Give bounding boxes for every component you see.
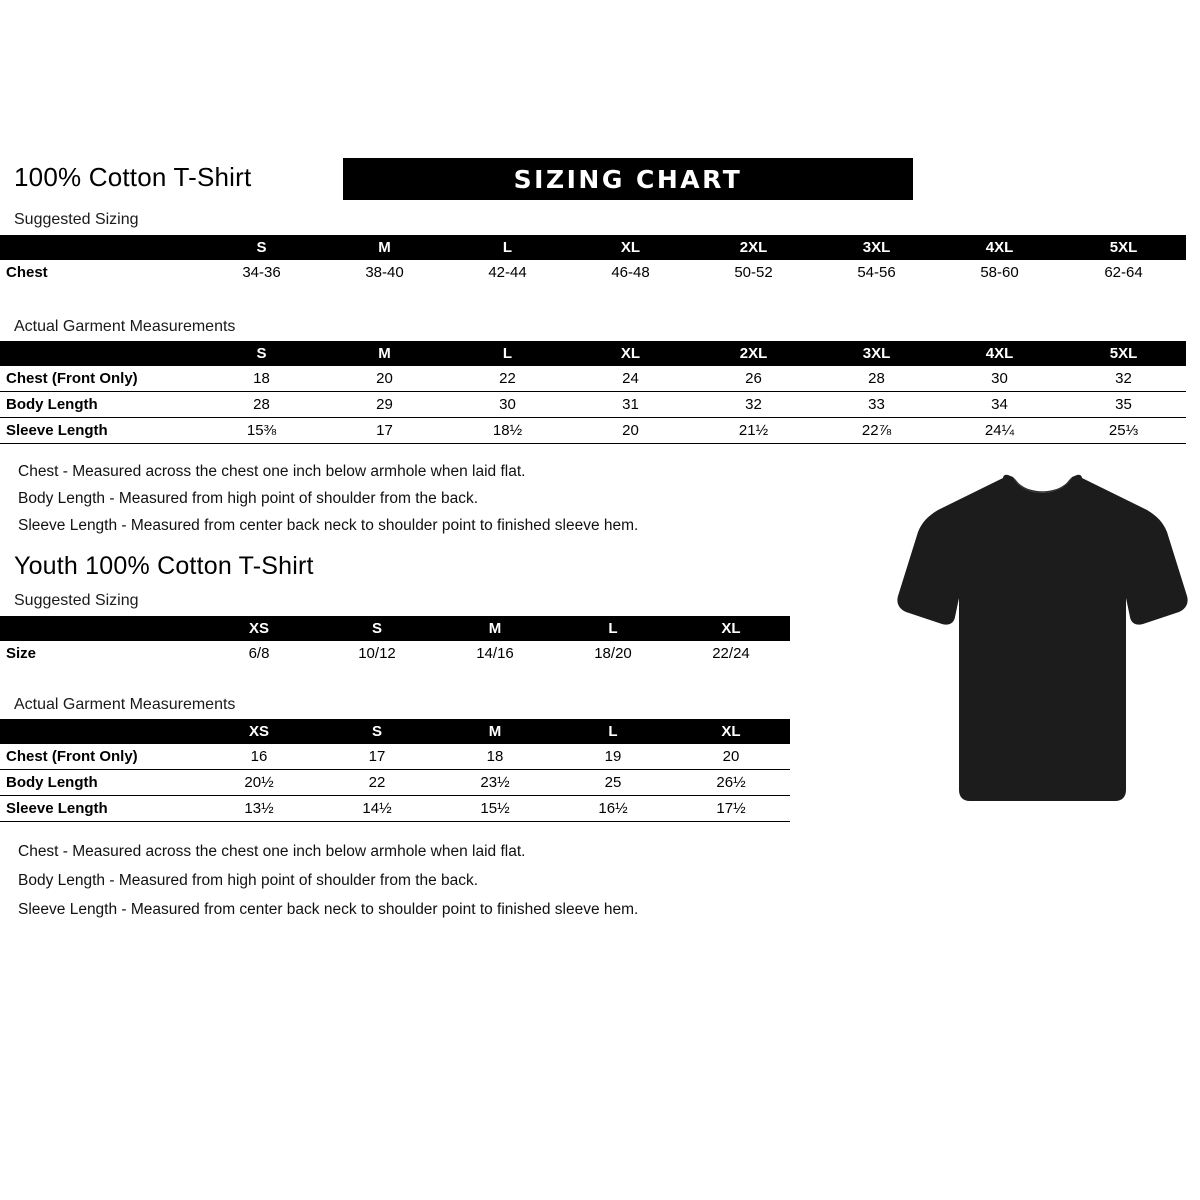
col-header: L — [608, 723, 618, 740]
col-header: XS — [248, 723, 269, 740]
col-header — [0, 235, 200, 260]
cell: 28 — [868, 370, 885, 387]
row-label: Sleeve Length — [6, 800, 108, 817]
cell: 20½ — [244, 774, 274, 791]
cell: 21½ — [738, 422, 769, 439]
col-header: M — [488, 620, 502, 637]
col-header: 4XL — [985, 345, 1014, 362]
cell: 20 — [622, 422, 639, 439]
table-row — [0, 641, 790, 666]
col-header: 5XL — [1109, 345, 1138, 362]
youth-measurements-label: Actual Garment Measurements — [14, 696, 236, 713]
col-header: L — [502, 345, 513, 362]
cell: 18½ — [492, 422, 523, 439]
adult-measurements-label: Actual Garment Measurements — [14, 318, 236, 335]
col-header — [0, 616, 200, 641]
page-title: 100% Cotton T-Shirt — [14, 162, 252, 192]
cell: 46-48 — [611, 264, 650, 281]
row-label: Body Length — [6, 396, 98, 413]
col-header: S — [371, 620, 382, 637]
table-header-row — [0, 719, 790, 744]
youth-note-chest: Chest - Measured across the chest one inch below armhole when laid flat. — [18, 843, 526, 860]
col-header: 2XL — [739, 345, 768, 362]
cell: 29 — [376, 396, 393, 413]
cell: 18 — [486, 748, 504, 765]
youth-section-title: Youth 100% Cotton T-Shirt — [14, 552, 314, 580]
cell: 15½ — [480, 800, 510, 817]
adult-note-sleeve-length: Sleeve Length - Measured from center back neck to shoulder point to finished sleeve hem. — [18, 517, 639, 534]
cell: 22/24 — [712, 645, 750, 662]
cell: 17 — [368, 748, 386, 765]
col-header: 3XL — [862, 239, 891, 256]
col-header: S — [256, 239, 267, 256]
cell: 54-56 — [857, 264, 896, 281]
cell: 30 — [499, 396, 516, 413]
col-header: M — [378, 239, 391, 256]
cell: 30 — [991, 370, 1008, 387]
cell: 50-52 — [734, 264, 773, 281]
col-header: L — [502, 239, 513, 256]
col-header: M — [488, 723, 502, 740]
cell: 22 — [499, 370, 516, 387]
cell: 28 — [253, 396, 270, 413]
table-row — [0, 260, 1186, 285]
cell: 38-40 — [365, 264, 404, 281]
col-header: XL — [620, 345, 641, 362]
adult-note-body-length: Body Length - Measured from high point of shoulder from the back. — [18, 490, 479, 507]
document-header — [14, 158, 1189, 200]
cell: 23½ — [480, 774, 510, 791]
sizing-chart-banner — [343, 158, 913, 200]
tshirt-illustration — [895, 470, 1190, 810]
adult-measurements-table — [0, 341, 1186, 444]
cell: 20 — [722, 748, 740, 765]
table-row — [0, 392, 1186, 418]
cell: 20 — [376, 370, 393, 387]
cell: 22⅞ — [861, 422, 892, 439]
col-header: 3XL — [862, 345, 891, 362]
cell: 16 — [250, 748, 268, 765]
table-header-row — [0, 235, 1186, 260]
table-row — [0, 366, 1186, 392]
table-row — [0, 744, 790, 770]
cell: 32 — [1115, 370, 1132, 387]
cell: 33 — [868, 396, 885, 413]
cell: 14½ — [362, 800, 392, 817]
row-label: Size — [6, 645, 37, 662]
col-header: M — [378, 345, 391, 362]
cell: 22 — [368, 774, 386, 791]
row-label: Body Length — [6, 774, 98, 791]
table-header-row — [0, 341, 1186, 366]
table-row — [0, 770, 790, 796]
col-header: XL — [721, 620, 741, 637]
cell: 34 — [991, 396, 1008, 413]
cell: 17½ — [716, 800, 746, 817]
cell: 19 — [604, 748, 622, 765]
cell: 10/12 — [358, 645, 396, 662]
table-row — [0, 418, 1186, 444]
cell: 58-60 — [980, 264, 1019, 281]
youth-measurements-table — [0, 719, 790, 822]
cell: 25 — [604, 774, 622, 791]
youth-suggested-table — [0, 616, 790, 666]
youth-suggested-label: Suggested Sizing — [14, 592, 139, 609]
youth-note-body-length: Body Length - Measured from high point of shoulder from the back. — [18, 872, 479, 889]
adult-note-chest: Chest - Measured across the chest one inch below armhole when laid flat. — [18, 463, 526, 480]
cell: 24¼ — [984, 422, 1015, 439]
col-header — [0, 341, 200, 366]
cell: 18/20 — [594, 645, 632, 662]
row-label: Chest (Front Only) — [6, 370, 138, 387]
cell: 18 — [253, 370, 270, 387]
cell: 6/8 — [248, 645, 270, 662]
row-label: Chest — [6, 264, 48, 281]
sizing-chart-banner-label: SIZING CHART — [513, 165, 743, 194]
youth-note-sleeve-length: Sleeve Length - Measured from center back neck to shoulder point to finished sleeve hem. — [18, 901, 639, 918]
cell: 34-36 — [242, 264, 281, 281]
adult-suggested-label: Suggested Sizing — [14, 211, 139, 228]
cell: 26 — [745, 370, 762, 387]
adult-suggested-table — [0, 235, 1186, 285]
cell: 17 — [376, 422, 393, 439]
cell: 16½ — [598, 800, 628, 817]
col-header: XL — [620, 239, 641, 256]
col-header — [0, 719, 200, 744]
col-header: XS — [248, 620, 269, 637]
cell: 24 — [622, 370, 639, 387]
tshirt-icon — [895, 470, 1190, 810]
col-header: XL — [721, 723, 741, 740]
col-header: S — [371, 723, 382, 740]
col-header: L — [608, 620, 618, 637]
row-label: Sleeve Length — [6, 422, 108, 439]
cell: 13½ — [244, 800, 274, 817]
cell: 62-64 — [1104, 264, 1143, 281]
cell: 32 — [745, 396, 762, 413]
col-header: 5XL — [1109, 239, 1138, 256]
cell: 15⅜ — [246, 422, 277, 439]
cell: 14/16 — [476, 645, 514, 662]
col-header: S — [256, 345, 267, 362]
cell: 42-44 — [488, 264, 527, 281]
col-header: 4XL — [985, 239, 1014, 256]
table-header-row — [0, 616, 790, 641]
table-row — [0, 796, 790, 822]
cell: 25⅓ — [1108, 422, 1139, 439]
col-header: 2XL — [739, 239, 768, 256]
row-label: Chest (Front Only) — [6, 748, 138, 765]
cell: 35 — [1115, 396, 1132, 413]
cell: 26½ — [716, 774, 746, 791]
cell: 31 — [622, 396, 639, 413]
